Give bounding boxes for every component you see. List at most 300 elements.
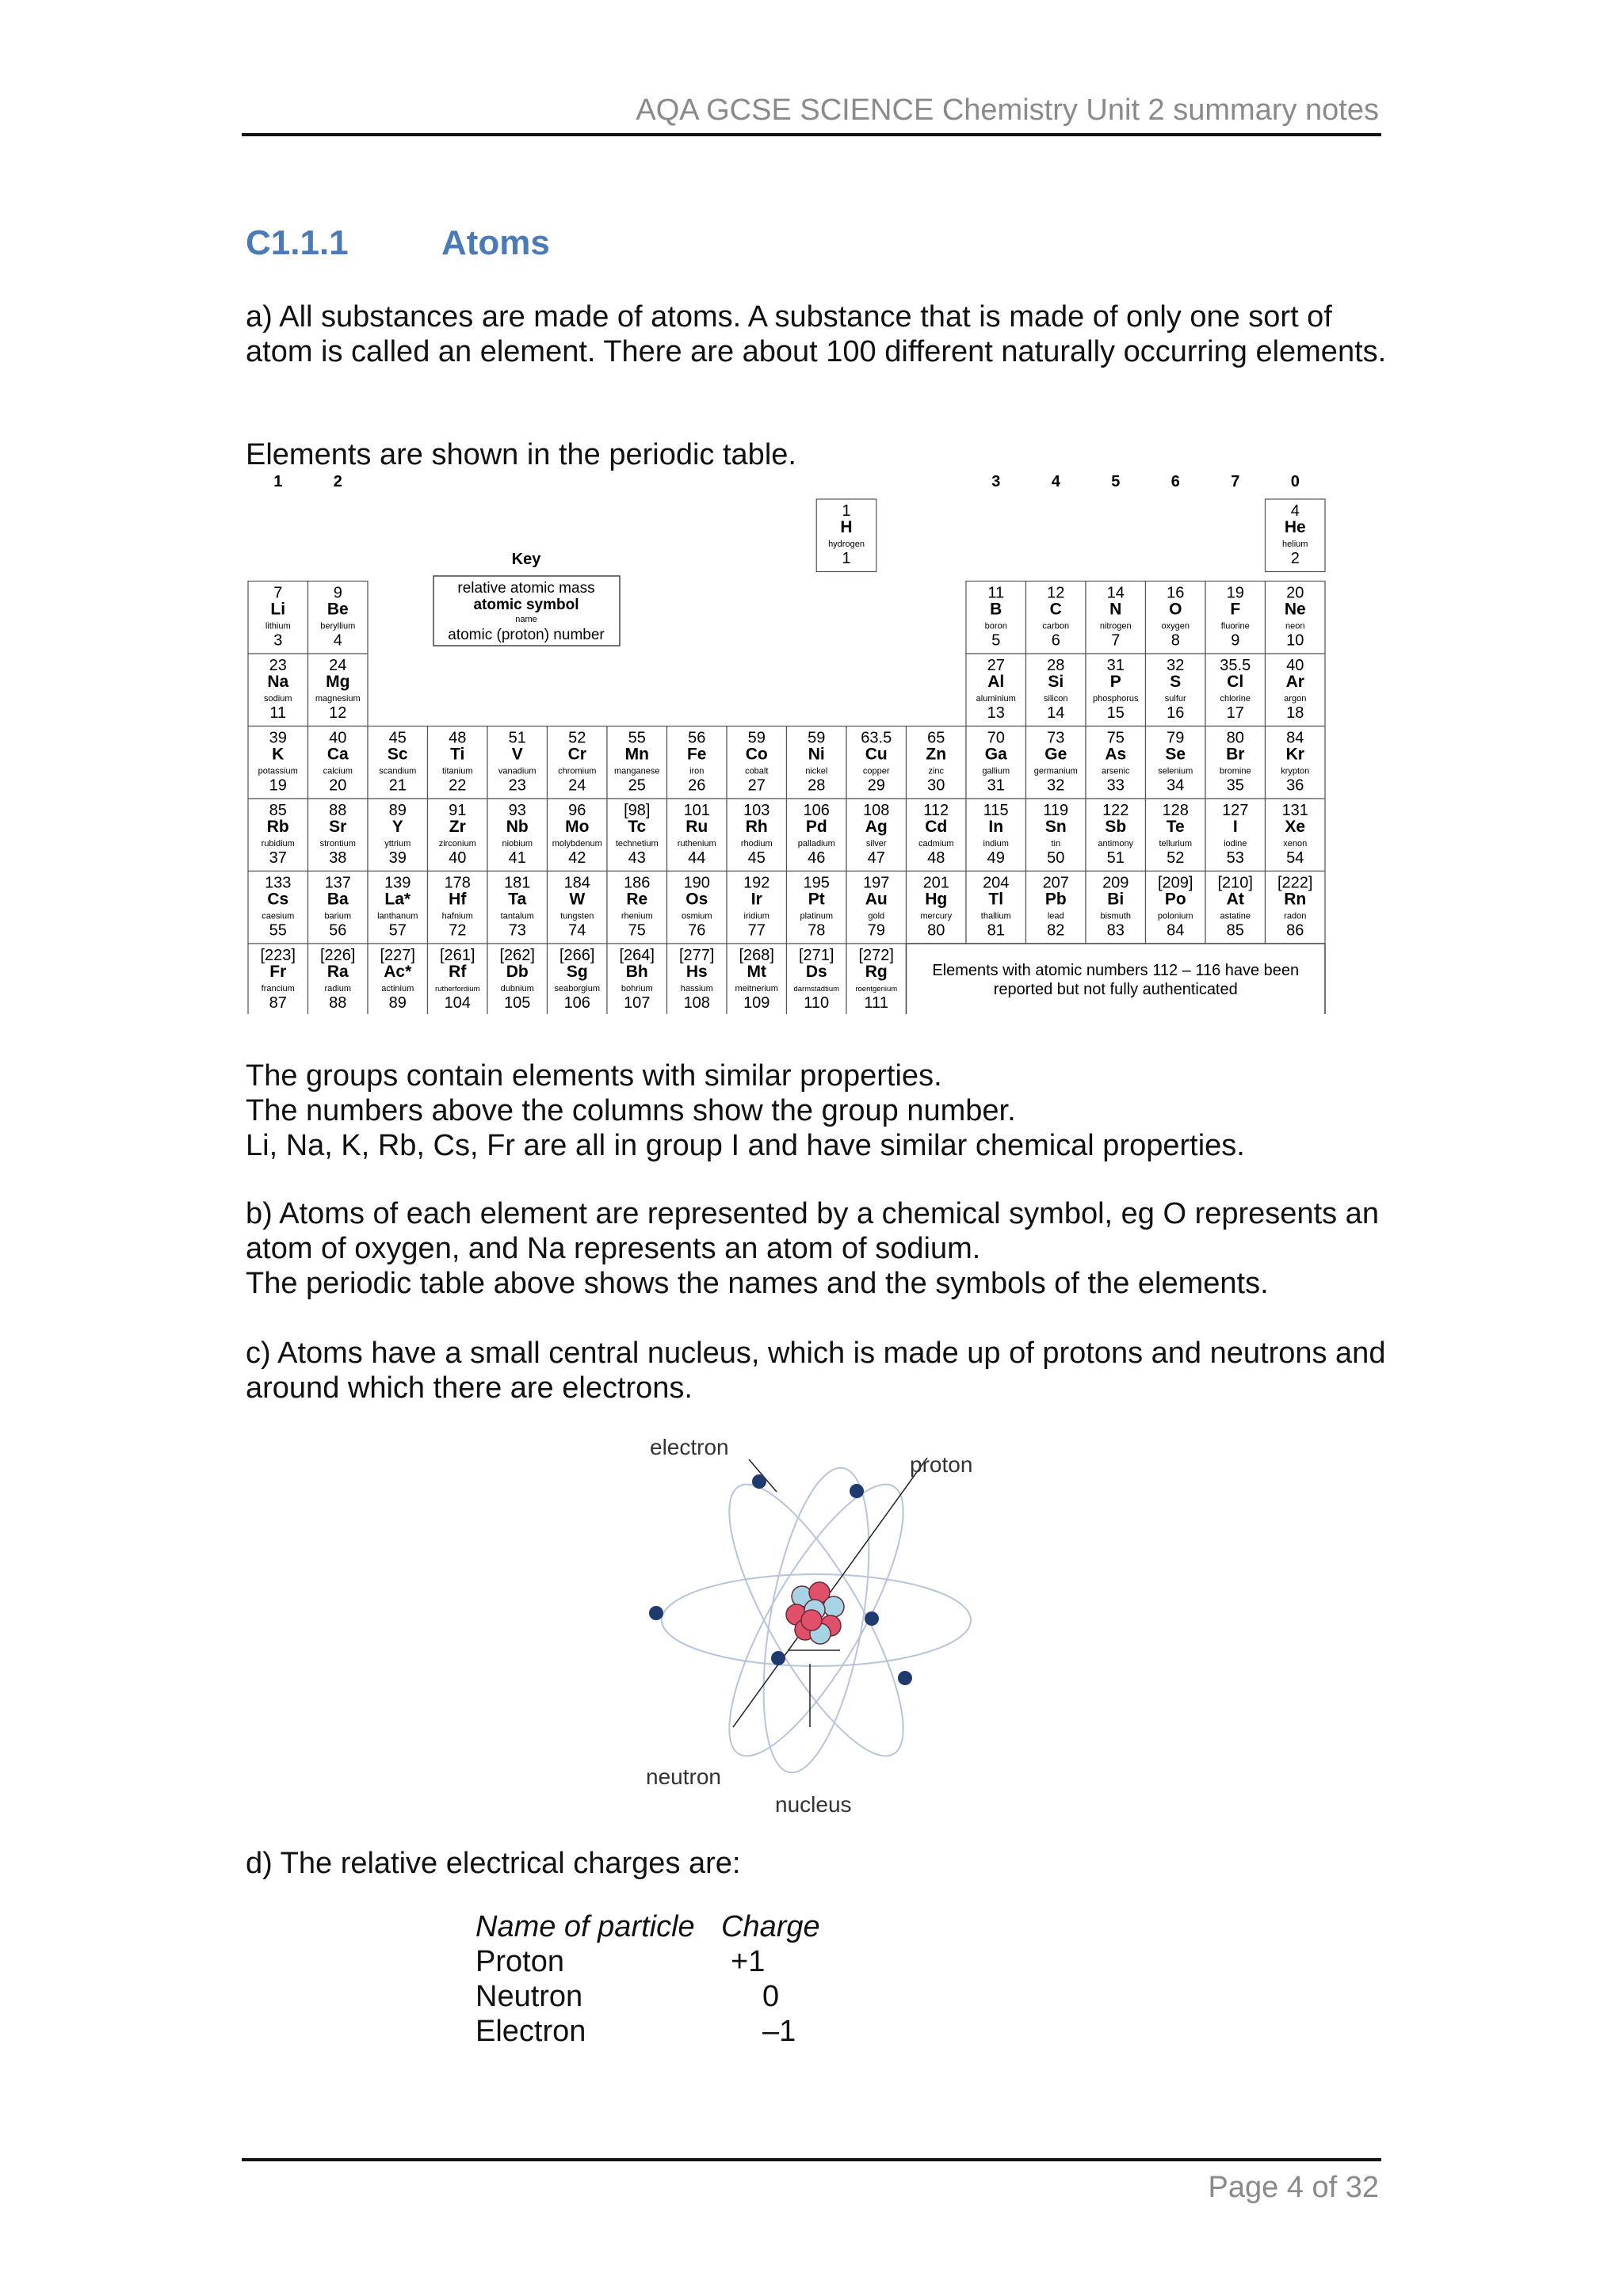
element-number: 13	[987, 704, 1005, 722]
electron-dot	[898, 1671, 912, 1685]
element-mass: 197	[863, 874, 890, 892]
key-line-mass: relative atomic mass	[457, 580, 595, 597]
element-mass: 59	[808, 729, 826, 747]
element-mass: 115	[983, 802, 1009, 819]
element-number: 48	[927, 849, 945, 867]
element-symbol: Db	[506, 963, 529, 981]
element-number: 5	[991, 631, 1001, 650]
element-cell-hf	[428, 871, 488, 944]
element-mass: 119	[1043, 802, 1069, 819]
element-name: calcium	[323, 766, 353, 776]
element-number: 27	[747, 776, 766, 795]
element-mass: 133	[265, 874, 292, 892]
element-mass: 52	[568, 729, 586, 747]
element-number: 79	[867, 921, 885, 940]
element-symbol: In	[988, 818, 1004, 836]
element-number: 110	[804, 994, 830, 1012]
element-name: gold	[868, 911, 885, 921]
element-number: 55	[269, 921, 287, 940]
element-cell-kr	[1266, 727, 1326, 799]
element-mass: 70	[987, 729, 1005, 747]
neutron-particle	[823, 1596, 844, 1617]
electron-label: electron	[650, 1435, 729, 1459]
element-name: iodine	[1224, 839, 1247, 849]
element-name: argon	[1284, 694, 1307, 704]
element-name: meitnerium	[735, 984, 778, 994]
element-symbol: As	[1105, 745, 1127, 764]
header-rule	[242, 133, 1381, 136]
element-symbol: Rb	[266, 818, 289, 836]
element-name: gallium	[982, 766, 1010, 776]
element-mass: 23	[269, 657, 287, 674]
element-mass: 14	[1106, 584, 1125, 602]
element-symbol: N	[1109, 600, 1122, 619]
element-symbol: Xe	[1285, 818, 1306, 836]
element-number: 29	[867, 776, 885, 795]
element-number: 44	[688, 849, 706, 867]
element-mass: 79	[1167, 729, 1185, 747]
element-cell-be	[308, 582, 369, 654]
element-mass: 7	[273, 584, 283, 602]
element-number: 51	[1106, 849, 1125, 867]
element-cell-al	[966, 654, 1026, 727]
element-name: darmstadtium	[793, 985, 840, 994]
element-symbol: Tl	[988, 890, 1004, 909]
element-cell-b	[966, 582, 1026, 654]
table-row	[475, 1944, 820, 1979]
element-number: 47	[867, 849, 885, 867]
element-name: indium	[983, 839, 1009, 849]
element-cell-at	[1205, 871, 1266, 944]
document-header: AQA GCSE SCIENCE Chemistry Unit 2 summary notes	[636, 93, 1379, 127]
element-symbol: He	[1284, 518, 1306, 536]
element-name: titanium	[441, 766, 473, 776]
element-number: 72	[449, 921, 467, 940]
group-label: 1	[273, 473, 283, 490]
element-mass: 40	[1286, 657, 1304, 674]
element-symbol: La*	[384, 890, 411, 909]
element-name: tantalum	[500, 911, 534, 921]
element-cell-c	[1026, 582, 1086, 654]
element-name: chromium	[558, 766, 597, 776]
element-symbol: Br	[1226, 745, 1245, 764]
element-number: 25	[628, 776, 646, 795]
element-mass: 127	[1222, 802, 1249, 819]
paragraph-b-text-2: The periodic table above shows the names and the symbols of the elements.	[246, 1267, 1269, 1300]
element-number: 46	[808, 849, 826, 867]
element-mass: 27	[987, 657, 1005, 674]
element-cell-se	[1146, 727, 1206, 799]
paragraph-d-text: d) The relative electrical charges are:	[246, 1847, 741, 1880]
element-number: 34	[1167, 776, 1185, 795]
element-symbol: F	[1230, 600, 1241, 619]
element-mass: 9	[333, 584, 342, 602]
element-cell-k	[248, 727, 308, 799]
element-number: 104	[444, 994, 471, 1012]
element-cell-ga	[966, 727, 1026, 799]
element-name: mercury	[920, 911, 953, 921]
element-name: hydrogen	[828, 540, 865, 549]
element-cell-xe	[1266, 799, 1326, 871]
element-number: 53	[1226, 849, 1244, 867]
element-cell-ar	[1266, 654, 1326, 727]
element-symbol: Nb	[506, 818, 529, 836]
element-mass: 40	[329, 729, 347, 747]
element-mass: [210]	[1217, 874, 1253, 892]
element-cell-y	[368, 799, 428, 871]
particle-charge: 0	[762, 1980, 780, 2013]
element-symbol: B	[990, 600, 1002, 619]
element-number: 3	[273, 631, 283, 650]
element-symbol: Mg	[326, 673, 350, 691]
table-row	[475, 2014, 820, 2049]
element-name: lead	[1047, 911, 1064, 921]
element-name: rhodium	[740, 839, 773, 849]
element-mass: 16	[1167, 584, 1185, 602]
element-mass: [272]	[858, 947, 894, 964]
element-number: 74	[568, 921, 586, 940]
element-cell-ni	[787, 727, 847, 799]
element-mass: 89	[388, 802, 407, 819]
element-name: xenon	[1283, 839, 1308, 849]
note-line-2: reported but not fully authenticated	[993, 981, 1238, 998]
element-symbol: Cs	[267, 890, 289, 909]
note-line-1: Elements with atomic numbers 112 – 116 have been	[932, 962, 1300, 979]
element-number: 19	[269, 776, 287, 795]
neutron-label: neutron	[646, 1764, 721, 1789]
groups-line-3: Li, Na, K, Rb, Cs, Fr are all in group I and have similar chemical properties.	[246, 1129, 1245, 1162]
element-cell-au	[846, 871, 907, 944]
element-symbol: Re	[626, 890, 648, 909]
element-mass: 84	[1286, 729, 1304, 747]
paragraph-a-text: a) All substances are made of atoms. A substance that is made of only one sort of atom is called an element. There are about 100 different naturally occurring elements.	[246, 300, 1387, 368]
element-mass: 207	[1042, 874, 1069, 892]
element-symbol: Hf	[449, 890, 467, 909]
element-number: 49	[987, 849, 1005, 867]
element-name: aluminium	[976, 694, 1016, 704]
header-particle: Name of particle	[475, 1910, 695, 1943]
element-name: magnesium	[315, 694, 361, 704]
element-cell-cd	[907, 799, 967, 871]
element-mass: 20	[1286, 584, 1304, 602]
element-cell-ru	[667, 799, 727, 871]
element-number: 11	[269, 704, 287, 722]
element-cell-mt	[727, 944, 787, 1014]
element-cell-na	[248, 654, 308, 727]
element-cell-ag	[846, 799, 907, 871]
element-cell-in	[966, 799, 1026, 871]
periodic-intro-text: Elements are shown in the periodic table.	[246, 438, 796, 471]
element-cell-os	[667, 871, 727, 944]
element-cell-pt	[787, 871, 847, 944]
element-name: sulfur	[1164, 694, 1186, 704]
element-mass: 31	[1106, 657, 1125, 674]
element-symbol: Sr	[329, 818, 347, 836]
element-cell-hg	[907, 871, 967, 944]
element-name: actinium	[381, 984, 414, 994]
element-number: 16	[1167, 704, 1185, 722]
element-symbol: Au	[865, 890, 888, 909]
header-charge: Charge	[721, 1910, 820, 1943]
element-name: neon	[1285, 621, 1305, 631]
element-mass: 128	[1162, 802, 1189, 819]
element-number: 32	[1047, 776, 1065, 795]
element-name: vanadium	[498, 766, 537, 776]
table-row	[475, 1979, 820, 2014]
element-symbol: Ge	[1044, 745, 1067, 764]
element-number: 18	[1286, 704, 1304, 722]
element-mass: 63.5	[861, 729, 892, 747]
element-cell-h	[816, 499, 876, 572]
element-cell-te	[1146, 799, 1206, 871]
element-symbol: Fr	[269, 963, 287, 981]
element-number: 37	[269, 849, 287, 867]
element-number: 36	[1286, 776, 1304, 795]
group-label: 4	[1051, 473, 1060, 490]
element-symbol: Ti	[450, 745, 465, 764]
element-symbol: V	[511, 745, 523, 764]
groups-line-1: The groups contain elements with similar properties.	[246, 1059, 942, 1093]
element-name: bromine	[1219, 766, 1251, 776]
particle-name: Electron	[475, 2015, 586, 2048]
element-symbol: Sg	[566, 963, 588, 981]
element-number: 54	[1286, 849, 1304, 867]
element-cell-f	[1205, 582, 1266, 654]
element-name: polonium	[1157, 911, 1193, 921]
element-symbol: Na	[267, 673, 289, 691]
element-name: arsenic	[1102, 766, 1130, 776]
element-symbol: Te	[1166, 818, 1185, 836]
element-symbol: Cu	[865, 745, 888, 764]
element-cell-ba	[308, 871, 369, 944]
element-symbol: Ag	[865, 818, 888, 836]
group-label: 2	[333, 473, 342, 490]
element-mass: 1	[842, 502, 851, 520]
element-name: ruthenium	[677, 839, 716, 849]
element-name: francium	[261, 984, 295, 994]
element-mass: 35.5	[1220, 657, 1251, 674]
element-symbol: Zn	[926, 745, 947, 764]
element-mass: 106	[803, 802, 830, 819]
element-symbol: Ne	[1284, 600, 1306, 619]
element-cell-i	[1205, 799, 1266, 871]
element-name: fluorine	[1220, 621, 1250, 631]
element-symbol: Pt	[808, 890, 825, 909]
element-name: nickel	[805, 766, 828, 776]
element-number: 21	[388, 776, 407, 795]
element-name: radon	[1284, 911, 1307, 921]
element-number: 111	[864, 994, 888, 1012]
element-name: antimony	[1098, 839, 1134, 849]
element-name: tin	[1051, 839, 1061, 849]
element-cell-mg	[308, 654, 369, 727]
element-mass: [271]	[799, 947, 834, 964]
element-number: 39	[388, 849, 407, 867]
element-number: 10	[1286, 631, 1304, 650]
element-cell-rh	[727, 799, 787, 871]
element-symbol: Ru	[685, 818, 708, 836]
element-number: 1	[842, 550, 851, 567]
element-symbol: Rg	[865, 963, 888, 981]
electron-dot	[649, 1606, 663, 1620]
element-mass: 51	[508, 729, 526, 747]
element-mass: 184	[563, 874, 590, 892]
element-cell-mn	[607, 727, 667, 799]
element-cell-cu	[846, 727, 907, 799]
element-number: 77	[747, 921, 766, 940]
element-name: hafnium	[441, 911, 473, 921]
element-symbol: Ds	[805, 963, 827, 981]
element-name: helium	[1282, 540, 1308, 549]
element-mass: 88	[329, 802, 347, 819]
element-symbol: Bh	[625, 963, 648, 981]
paragraph-c	[246, 1336, 1387, 1405]
electron-dot	[850, 1484, 864, 1498]
element-cell-li	[248, 582, 308, 654]
element-cell-db	[487, 944, 548, 1014]
element-mass: 93	[508, 802, 526, 819]
element-cell-bi	[1086, 871, 1146, 944]
element-cell-ne	[1266, 582, 1326, 654]
element-symbol: K	[272, 745, 285, 764]
element-symbol: I	[1232, 818, 1238, 836]
element-name: lithium	[265, 621, 291, 631]
element-number: 87	[269, 994, 287, 1012]
element-cell-fr	[248, 944, 308, 1014]
element-symbol: Sn	[1044, 818, 1067, 836]
element-name: potassium	[258, 766, 298, 776]
element-cell-nb	[487, 799, 548, 871]
element-number: 50	[1047, 849, 1065, 867]
element-cell-rb	[248, 799, 308, 871]
section-number: C1.1.1	[246, 223, 349, 262]
element-number: 88	[329, 994, 347, 1012]
element-cell-w	[548, 871, 608, 944]
element-mass: 181	[504, 874, 531, 892]
element-mass: 139	[384, 874, 411, 892]
group-label: 6	[1170, 473, 1180, 490]
element-cell-ds	[787, 944, 847, 1014]
element-mass: 178	[444, 874, 471, 892]
element-cell-zr	[428, 799, 488, 871]
element-number: 78	[808, 921, 826, 940]
page-number: Page 4 of 32	[1208, 2171, 1379, 2204]
element-cell-co	[727, 727, 787, 799]
note-box	[907, 944, 1326, 1014]
element-mass: [222]	[1277, 874, 1313, 892]
element-symbol: O	[1169, 600, 1182, 619]
electrons	[649, 1474, 912, 1685]
element-name: niobium	[502, 839, 533, 849]
element-symbol: H	[840, 518, 853, 536]
element-mass: [266]	[559, 947, 595, 964]
element-symbol: Rh	[745, 818, 768, 836]
element-cell-rg	[846, 944, 907, 1014]
element-symbol: Se	[1165, 745, 1186, 764]
element-symbol: Po	[1164, 890, 1186, 909]
electron-dot	[771, 1651, 785, 1665]
element-mass: 55	[628, 729, 646, 747]
element-name: strontium	[319, 839, 356, 849]
element-name: astatine	[1220, 911, 1251, 921]
element-symbol: Ga	[984, 745, 1007, 764]
element-mass: 91	[449, 802, 467, 819]
element-symbol: C	[1049, 600, 1062, 619]
element-number: 33	[1106, 776, 1125, 795]
element-cell-cs	[248, 871, 308, 944]
element-number: 6	[1051, 631, 1060, 650]
element-cell-po	[1146, 871, 1206, 944]
element-name: molybdenum	[552, 839, 602, 849]
paragraph-d	[246, 1846, 1387, 1881]
element-symbol: Sc	[387, 745, 408, 764]
element-symbol: Cd	[925, 818, 948, 836]
element-cell-ir	[727, 871, 787, 944]
element-name: rutherfordium	[435, 985, 480, 994]
element-cell-rf	[428, 944, 488, 1014]
element-symbol: Bi	[1107, 890, 1125, 909]
element-number: 76	[688, 921, 706, 940]
element-number: 14	[1047, 704, 1065, 722]
element-number: 109	[743, 994, 770, 1012]
element-mass: [262]	[499, 947, 535, 964]
element-cell-ca	[308, 727, 369, 799]
element-mass: 11	[987, 584, 1005, 602]
paragraph-a	[246, 299, 1387, 369]
element-symbol: Al	[987, 673, 1005, 691]
element-name: barium	[324, 911, 352, 921]
nucleus-label: nucleus	[775, 1792, 852, 1817]
paragraph-groups	[246, 1058, 1387, 1163]
element-name: oxygen	[1161, 621, 1190, 631]
element-cell-re	[607, 871, 667, 944]
element-mass: [223]	[260, 947, 296, 964]
element-number: 107	[624, 994, 651, 1012]
key-line-symbol: atomic symbol	[473, 597, 579, 613]
element-cell-sr	[308, 799, 369, 871]
element-symbol: Ir	[750, 890, 762, 909]
element-symbol: Rn	[1284, 890, 1307, 909]
group-label: 0	[1290, 473, 1300, 490]
element-name: sodium	[264, 694, 292, 704]
atom-diagram	[626, 1426, 1006, 1822]
element-number: 23	[508, 776, 526, 795]
element-symbol: P	[1109, 673, 1121, 691]
element-cell-hs	[667, 944, 727, 1014]
element-name: bismuth	[1100, 911, 1132, 921]
element-number: 28	[808, 776, 826, 795]
element-number: 24	[568, 776, 586, 795]
element-mass: [226]	[320, 947, 356, 964]
element-mass: 101	[683, 802, 710, 819]
element-number: 43	[628, 849, 646, 867]
particle-charge: –1	[762, 2015, 796, 2048]
element-mass: 48	[449, 729, 467, 747]
element-number: 41	[508, 849, 526, 867]
element-number: 84	[1167, 921, 1185, 940]
element-number: 9	[1231, 631, 1240, 650]
paragraph-b-text: b) Atoms of each element are represented by a chemical symbol, eg O represents an atom of oxygen, and Na represents an atom of sodium.	[246, 1197, 1379, 1265]
element-mass: 204	[983, 874, 1010, 892]
element-number: 4	[333, 631, 342, 650]
element-symbol: Mn	[624, 745, 649, 764]
element-mass: 186	[624, 874, 651, 892]
element-mass: 190	[683, 874, 710, 892]
electron-dot	[865, 1611, 879, 1626]
element-number: 105	[504, 994, 531, 1012]
element-symbol: Ni	[808, 745, 825, 764]
element-cell-p	[1086, 654, 1146, 727]
